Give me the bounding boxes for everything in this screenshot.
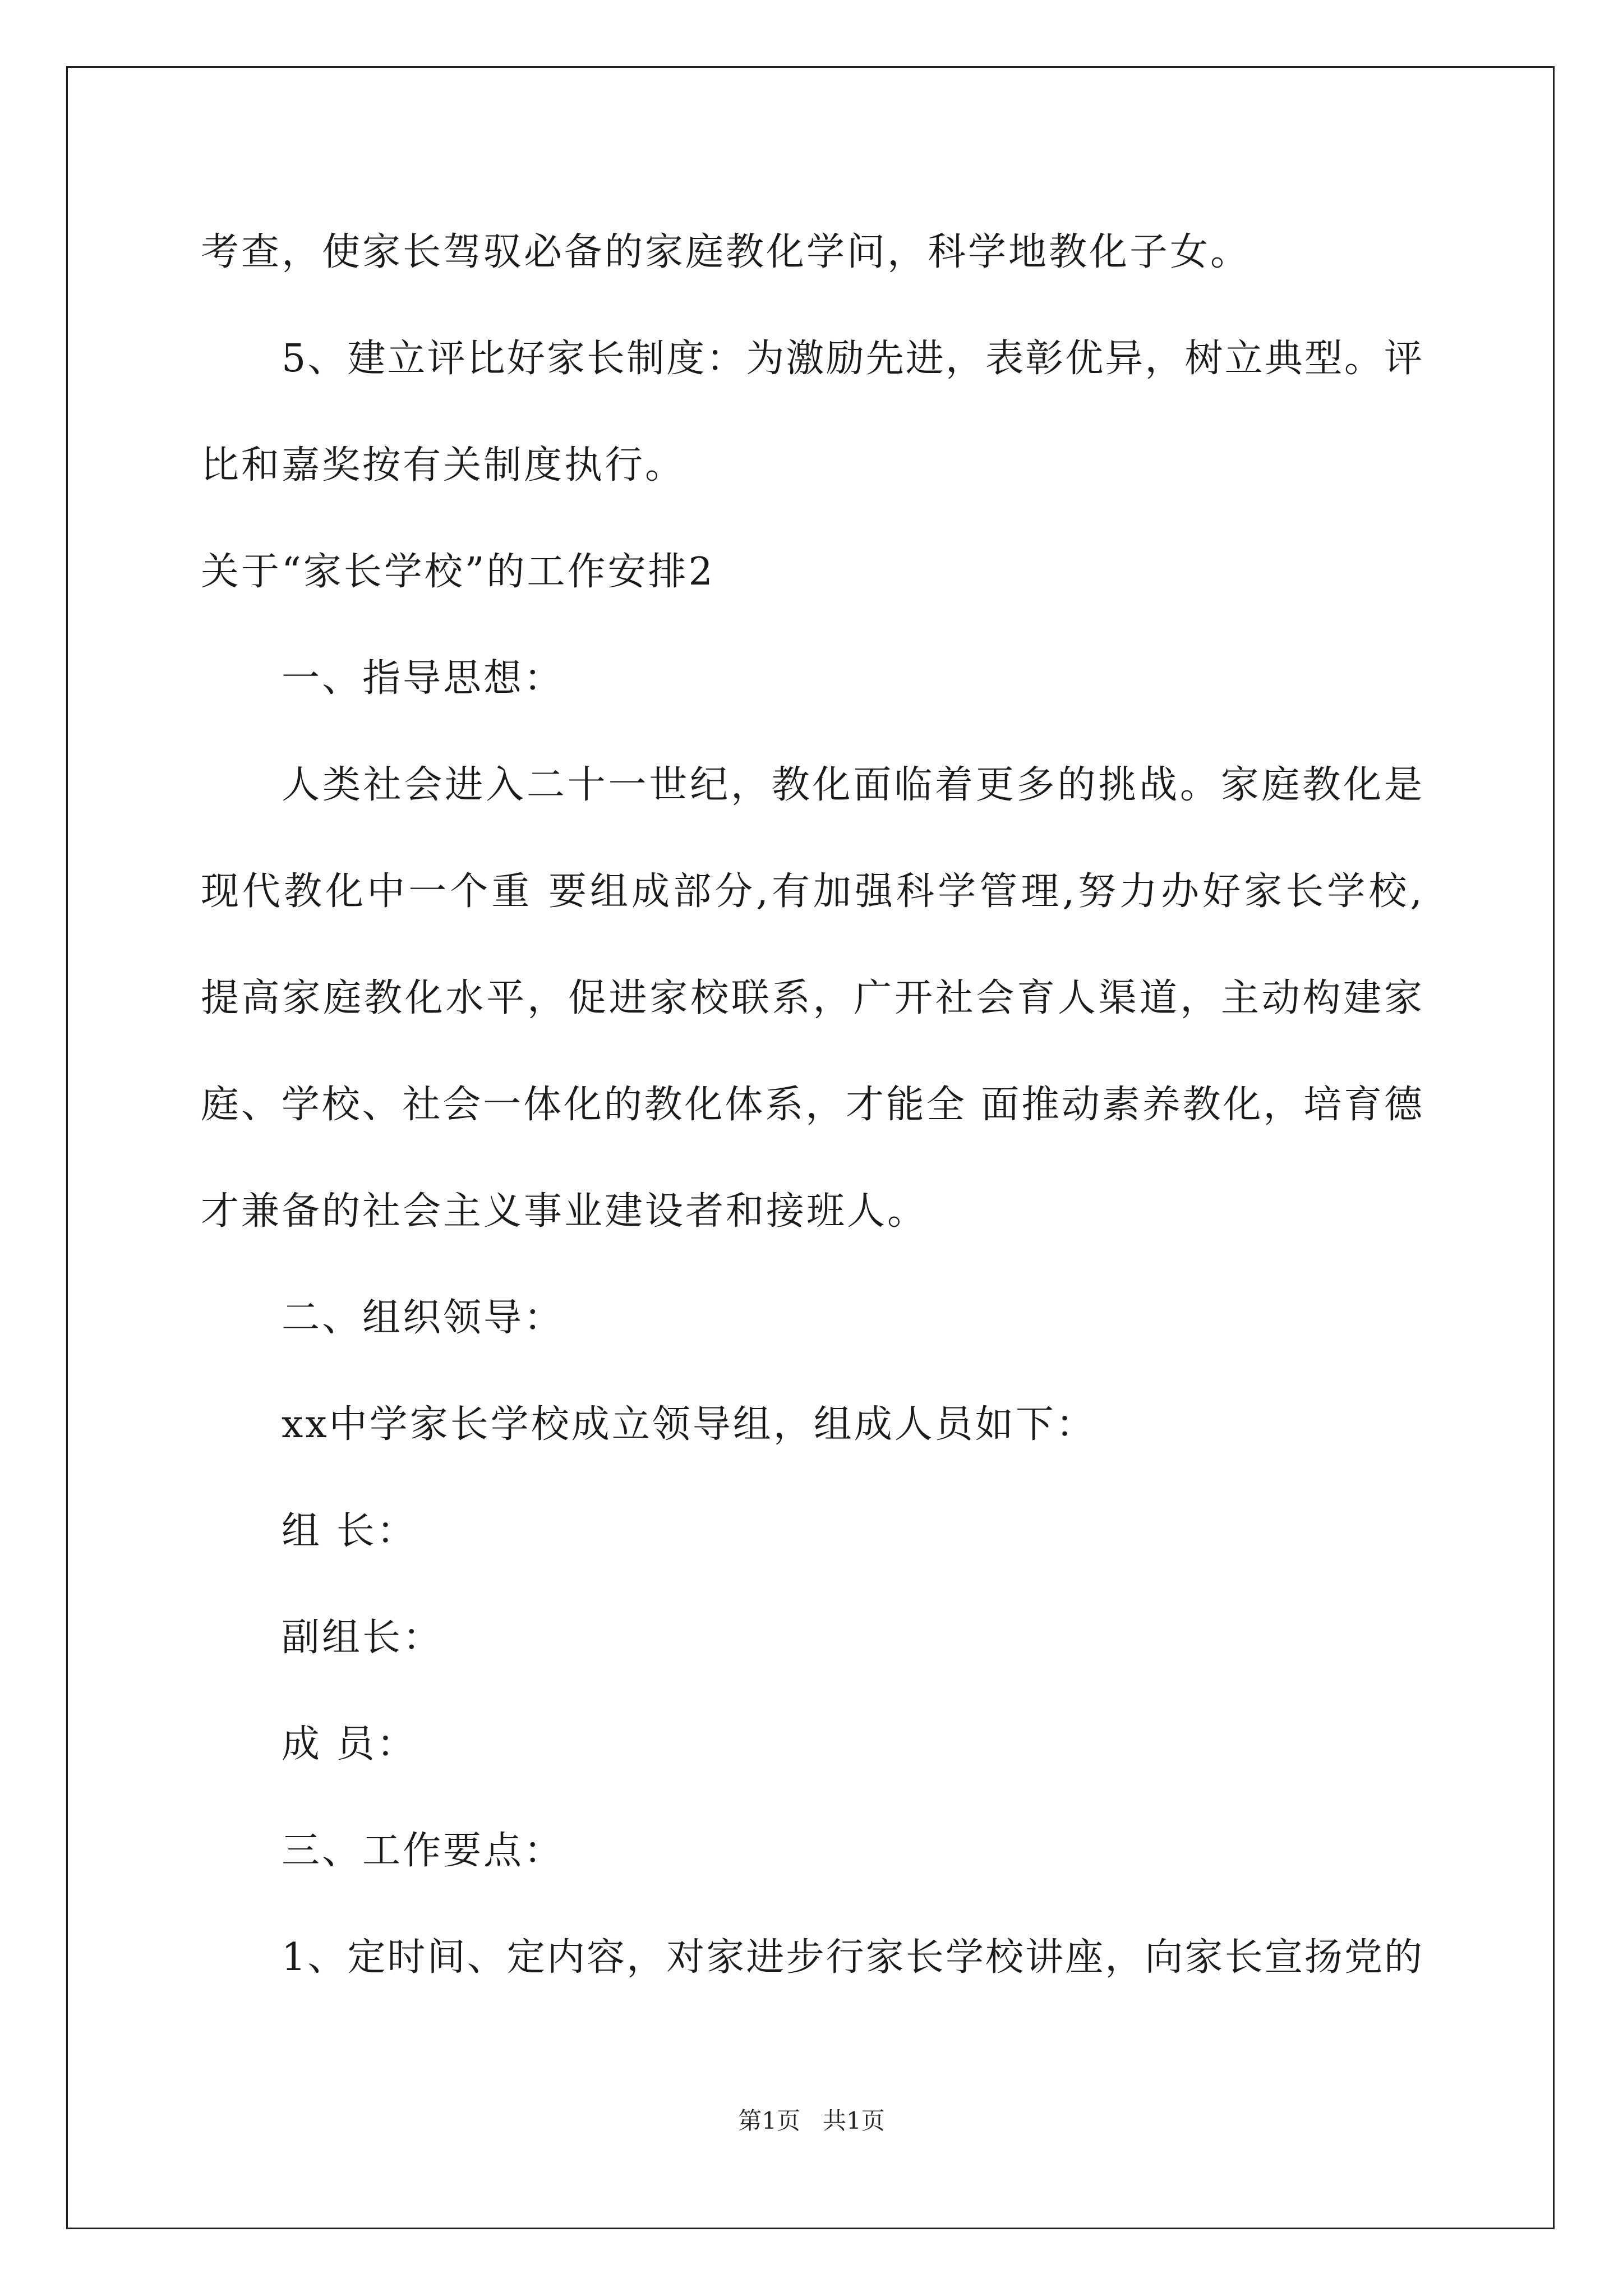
page-number: 第1页	[738, 2107, 800, 2134]
page-footer	[0, 2107, 1623, 2135]
section-heading: 一、指导思想：	[282, 656, 565, 701]
text-line: 才兼备的社会主义事业建设者和接班人。	[201, 1189, 928, 1234]
section-title: 关于“家长学校”的工作安排2	[201, 550, 715, 594]
page-total: 共1页	[823, 2107, 885, 2134]
section-heading: 三、工作要点：	[282, 1829, 565, 1873]
text-line: 提高家庭教化水平，促进家校联系，广开社会育人渠道，主动构建家	[201, 976, 1422, 1020]
text-line: 比和嘉奖按有关制度执行。	[201, 443, 686, 487]
text-line: 现代教化中一个重 要组成部分,有加强科学管理,努力办好家长学校,	[201, 869, 1422, 914]
text-line: 1、定时间、定内容，对家进步行家长学校讲座，向家长宣扬党的	[282, 1935, 1422, 1980]
text-line: 人类社会进入二十一世纪，教化面临着更多的挑战。家庭教化是	[282, 763, 1422, 807]
text-line: xx中学家长学校成立领导组，组成人员如下：	[282, 1402, 1096, 1447]
text-line: 5、建立评比好家长制度：为激励先进，表彰优异，树立典型。评	[282, 337, 1422, 381]
text-line: 成 员：	[282, 1722, 417, 1766]
section-heading: 二、组织领导：	[282, 1296, 565, 1340]
text-line: 副组长：	[282, 1616, 444, 1660]
page-border	[66, 66, 1555, 2229]
text-line: 组 长：	[282, 1509, 417, 1553]
text-line: 考查，使家长驾驭必备的家庭教化学问，科学地教化子女。	[201, 230, 1251, 274]
text-line: 庭、学校、社会一体化的教化体系，才能全 面推动素养教化，培育德	[201, 1083, 1422, 1127]
